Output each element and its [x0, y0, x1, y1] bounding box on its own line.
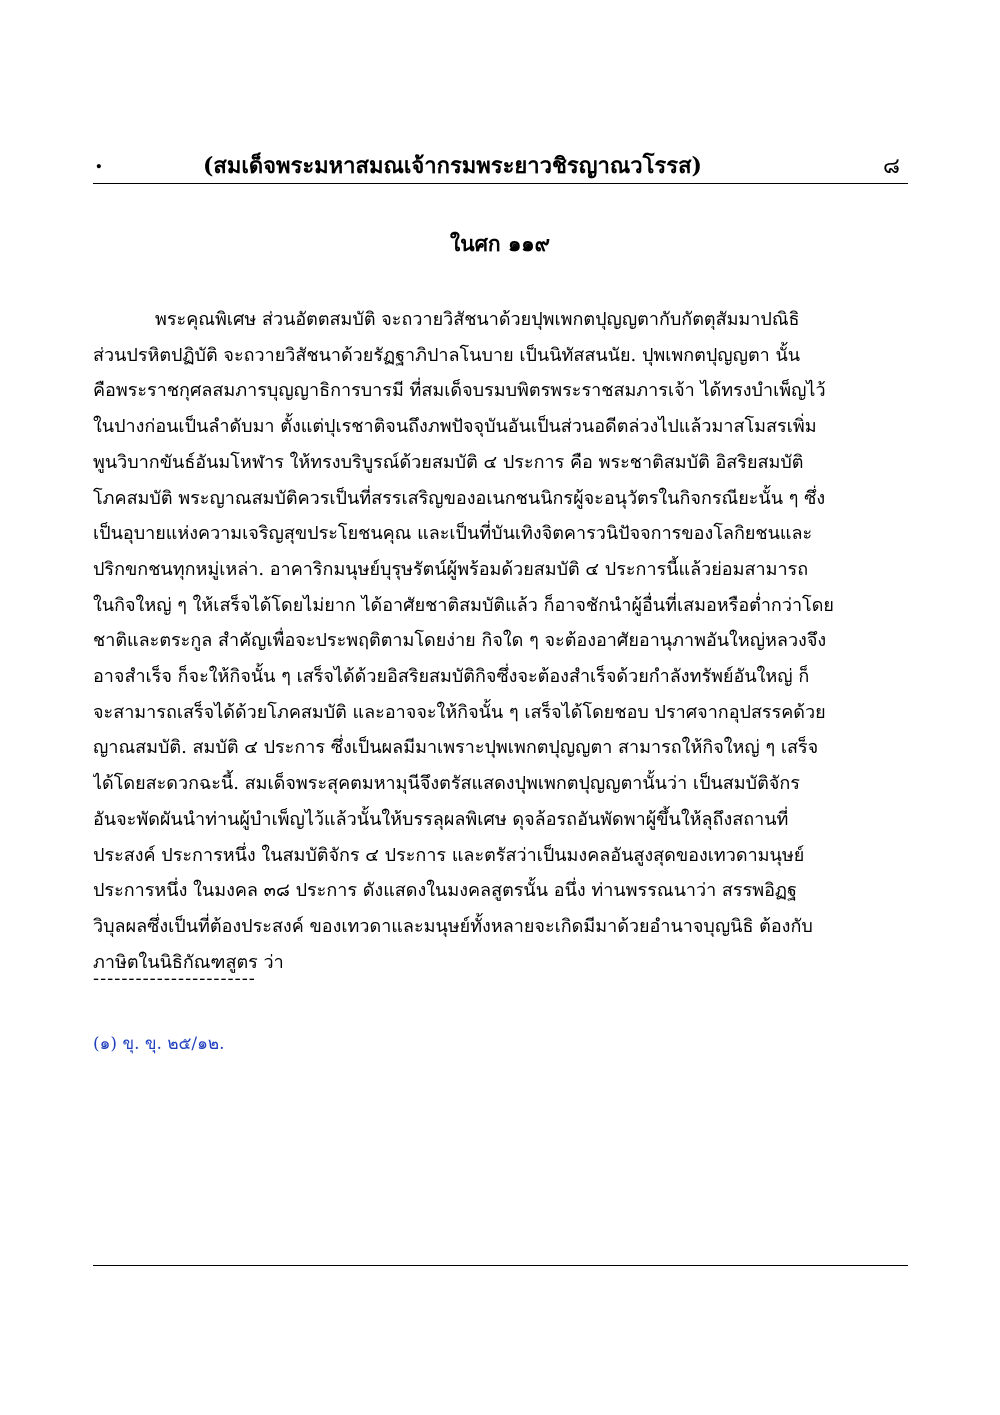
- body-line: ส่วนปรหิตปฏิบัติ จะถวายวิสัชนาด้วยรัฏฐาภิปาลโนบาย เป็นนิทัสสนนัย. ปุพเพกตปุญญตา นั้น: [93, 344, 801, 366]
- header-rule: [93, 183, 908, 184]
- body-line: อันจะพัดผันนำท่านผู้บำเพ็ญไว้แล้วนั้นให้บรรลุผลพิเศษ ดุจล้อรถอันพัดพาผู้ขึ้นให้ลุถึงสถานที่: [93, 808, 789, 830]
- body-line: ญาณสมบัติ. สมบัติ ๔ ประการ ซึ่งเป็นผลมีมาเพราะปุพเพกตปุญญตา สามารถให้กิจใหญ่ ๆ เสร็จ: [93, 737, 819, 759]
- body-line: ได้โดยสะดวกฉะนี้. สมเด็จพระสุคตมหามุนีจึงตรัสแสดงปุพเพกตปุญญตานั้นว่า เป็นสมบัติจักร: [93, 773, 800, 795]
- body-line: วิบุลผลซึ่งเป็นที่ต้องประสงค์ ของเทวดาและมนุษย์ทั้งหลายจะเกิดมีมาด้วยอำนาจบุญนิธิ ต้องกับ: [93, 915, 813, 937]
- page-header: [93, 140, 908, 180]
- body-line: พระคุณพิเศษ ส่วนอัตตสมบัติ จะถวายวิสัชนาด้วยปุพเพกตปุญญตากับกัตตุสัมมาปณิธิ: [155, 309, 800, 330]
- footnote: (๑) ขุ. ขุ. ๒๕/๑๒.: [93, 1034, 225, 1054]
- running-title: (สมเด็จพระมหาสมณเจ้ากรมพระยาวชิรญาณวโรรส): [203, 153, 702, 179]
- body-line: อาจสำเร็จ ก็จะให้กิจนั้น ๆ เสร็จได้ด้วยอิสริยสมบัติกิจซึ่งจะต้องสำเร็จด้วยกำลังทรัพย์อันใหญ่ ก็: [93, 666, 810, 688]
- footer-rule: [93, 1265, 908, 1266]
- body-line: ในปางก่อนเป็นลำดับมา ตั้งแต่ปุเรชาติจนถึงภพปัจจุบันอันเป็นส่วนอดีตล่วงไปแล้วมาสโมสรเพิ่ม: [93, 416, 817, 438]
- body-line: โภคสมบัติ พระญาณสมบัติควรเป็นที่สรรเสริญของอเนกชนนิกรผู้จะอนุวัตรในกิจกรณียะนั้น ๆ ซึ่ง: [93, 487, 826, 509]
- body-line: ภาษิตในนิธิกัณฑสูตร ว่า: [93, 951, 284, 973]
- body-line: คือพระราชกุศลสมภารบุญญาธิการบารมี ที่สมเด็จบรมบพิตรพระราชสมภารเจ้า ได้ทรงบำเพ็ญไว้: [93, 380, 826, 402]
- body-line: ประสงค์ ประการหนึ่ง ในสมบัติจักร ๔ ประการ และตรัสว่าเป็นมงคลอันสูงสุดของเทวดามนุษย์: [93, 844, 805, 866]
- footnote-separator: -----------------------: [93, 968, 256, 989]
- body-line: ในกิจใหญ่ ๆ ให้เสร็จได้โดยไม่ยาก ได้อาศัยชาติสมบัติแล้ว ก็อาจชักนำผู้อื่นที่เสมอหรือต่ำกว่าโดย: [93, 594, 834, 616]
- body-line: เป็นอุบายแห่งความเจริญสุขประโยชนคุณ และเป็นที่บันเทิงจิตคารวนิปัจจการของโลกิยชนและ: [93, 523, 813, 545]
- page-number: ๘: [883, 154, 900, 179]
- header-dot: .: [95, 148, 103, 174]
- body-line: จะสามารถเสร็จได้ด้วยโภคสมบัติ และอาจจะให้กิจนั้น ๆ เสร็จได้โดยชอบ ปราศจากอุปสรรคด้วย: [93, 701, 826, 723]
- body-paragraph: [93, 302, 908, 980]
- body-line: พูนวิบากขันธ์อันมโหฬาร ให้ทรงบริบูรณ์ด้วยสมบัติ ๔ ประการ คือ พระชาติสมบัติ อิสริยสมบัติ: [93, 451, 804, 473]
- body-line: ปริกขกชนทุกหมู่เหล่า. อาคาริกมนุษย์บุรุษรัตน์ผู้พร้อมด้วยสมบัติ ๔ ประการนี้แล้วย่อมสามารถ: [93, 558, 809, 580]
- section-title: ในศก ๑๑๙: [449, 231, 550, 256]
- body-line: ประการหนึ่ง ในมงคล ๓๘ ประการ ดังแสดงในมงคลสูตรนั้น อนึ่ง ท่านพรรณนาว่า สรรพอิฏฐ: [93, 880, 797, 902]
- body-line: ชาติและตระกูล สำคัญเพื่อจะประพฤติตามโดยง่าย กิจใด ๆ จะต้องอาศัยอานุภาพอันใหญ่หลวงจึง: [93, 630, 827, 652]
